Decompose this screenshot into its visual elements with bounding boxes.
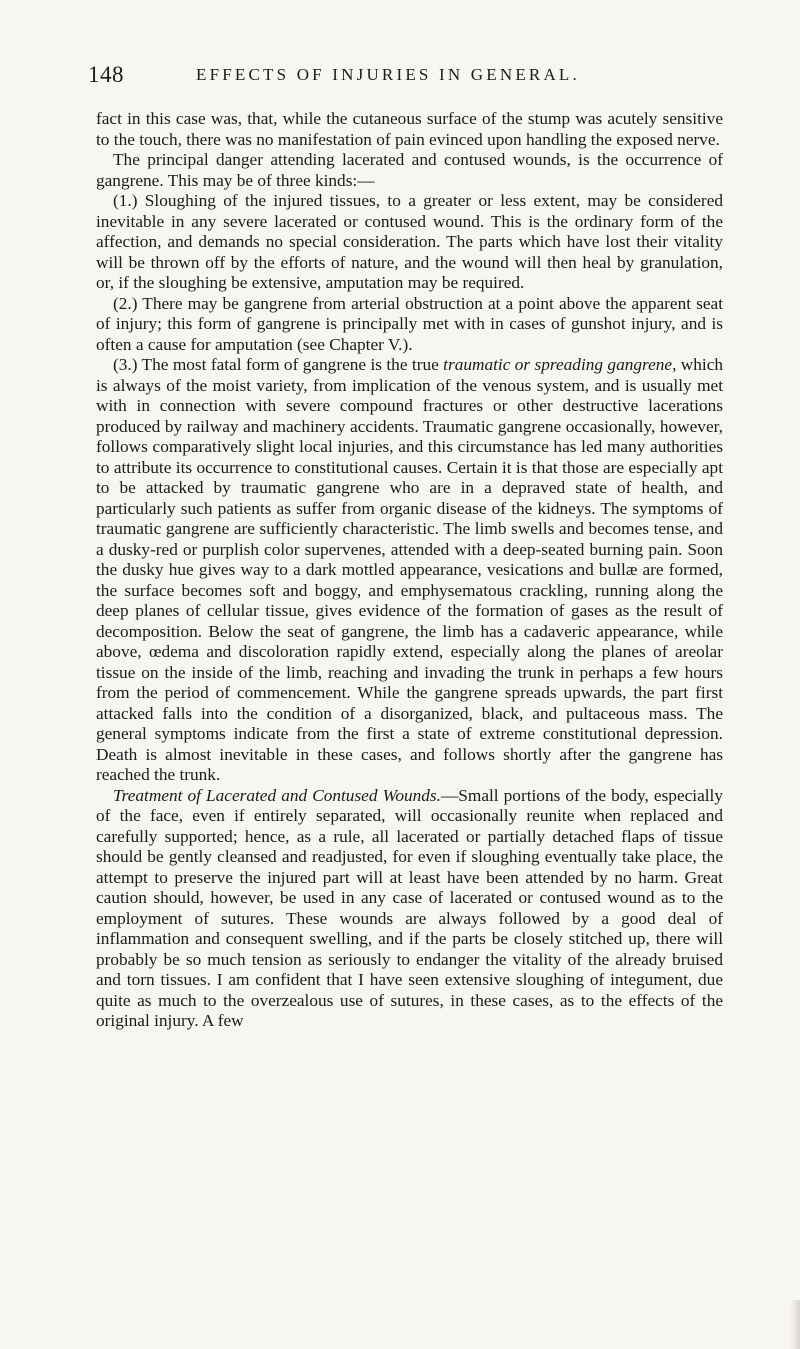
italic-term: traumatic or spreading gangrene (443, 355, 673, 374)
paragraph-principal-danger (96, 150, 723, 191)
paragraph-continuation (96, 109, 723, 150)
paragraph-text: (2.) There may be gangrene from arterial obstruction at a point above the apparent seat of injury; this form of gangrene is principally met with in cases of gunshot injury, and is often a cause for amputation (see Chapter V.). (96, 293, 723, 354)
paragraph-text: (1.) Sloughing of the injured tissues, to a greater or less extent, may be considered inevitable in any severe lacerated or contused wound. This is the ordinary form of the affection, and demands no special consideration. The parts which have lost their vitality will be thrown off by the efforts of nature, and the wound will then heal by granulation, or, if the sloughing be extensive, amputation may be required. (96, 191, 723, 292)
paragraph-text: —Small portions of the body, especially of the face, even if entirely separated, will occasionally reunite when replaced and carefully supported; hence, as a rule, all lacerated or partially detached flaps of tissue should be gently cleansed and readjusted, for even if sloughing eventually take place, the attempt to preserve the injured part will at least have been attended by no harm. Great caution should, however, be used in any case of lacerated or contused wound as to the employment of sutures. These wounds are always followed by a good deal of inflammation and consequent swelling, and if the parts be closely stitched up, there will probably be so much tension as seriously to endanger the vitality of the already bruised and torn tissues. I am confident that I have seen extensive sloughing of integument, due quite as much to the overzealous use of sutures, in these cases, as to the effects of the original injury. A few (96, 785, 723, 1030)
paragraph-text: The principal danger attending lacerated and contused wounds, is the occurrence of gangrene. This may be of three kinds:— (96, 150, 723, 190)
section-heading: Treatment of Lacerated and Contused Wounds. (113, 785, 441, 805)
page-header (88, 62, 728, 92)
paragraph-lead: (3.) The most fatal form of gangrene is the true (113, 355, 444, 374)
paragraph-sloughing (96, 191, 723, 294)
paragraph-traumatic-gangrene (96, 355, 723, 786)
running-title: EFFECTS OF INJURIES IN GENERAL. (196, 65, 580, 84)
paragraph-treatment (96, 786, 723, 1032)
paragraph-arterial-obstruction (96, 294, 723, 356)
paragraph-text: fact in this case was, that, while the cutaneous surface of the stump was acutely sensitive to the touch, there was no manifestation of pain evinced upon handling the exposed nerve. (96, 109, 723, 149)
page-edge-shadow (790, 1300, 800, 1349)
paragraph-text: , which is always of the moist variety, from implication of the venous system, and is usually met with in connection with severe compound fractures or other destructive lacerations produced by railway and machinery accidents. Traumatic gangrene occasionally, however, follows comparatively slight local injuries, and this circumstance has led many authorities to attribute its occurrence to constitutional causes. Certain it is that those are especially apt to be attacked by traumatic gangrene who are in a depraved state of health, and particularly such patients as suffer from organic disease of the kidneys. The symptoms of traumatic gangrene are sufficiently characteristic. The limb swells and becomes tense, and a dusky-red or purplish color supervenes, attended with a deep-seated burning pain. Soon the dusky hue gives way to a dark mottled appearance, vesications and bullæ are formed, the surface becomes soft and boggy, and emphysematous crackling, running along the deep planes of cellular tissue, gives evidence of the formation of gases as the result of decomposition. Below the seat of gangrene, the limb has a cadaveric appearance, while above, œdema and discoloration rapidly extend, especially along the planes of areolar tissue on the inside of the limb, reaching and invading the trunk in perhaps a few hours from the period of commencement. While the gangrene spreads upwards, the part first attacked falls into the condition of a disorganized, black, and pultaceous mass. The general symptoms indicate from the first a state of extreme constitutional depression. Death is almost inevitable in these cases, and follows shortly after the gangrene has reached the trunk. (96, 355, 724, 784)
page-number: 148 (88, 62, 124, 87)
body-text (96, 109, 723, 1032)
